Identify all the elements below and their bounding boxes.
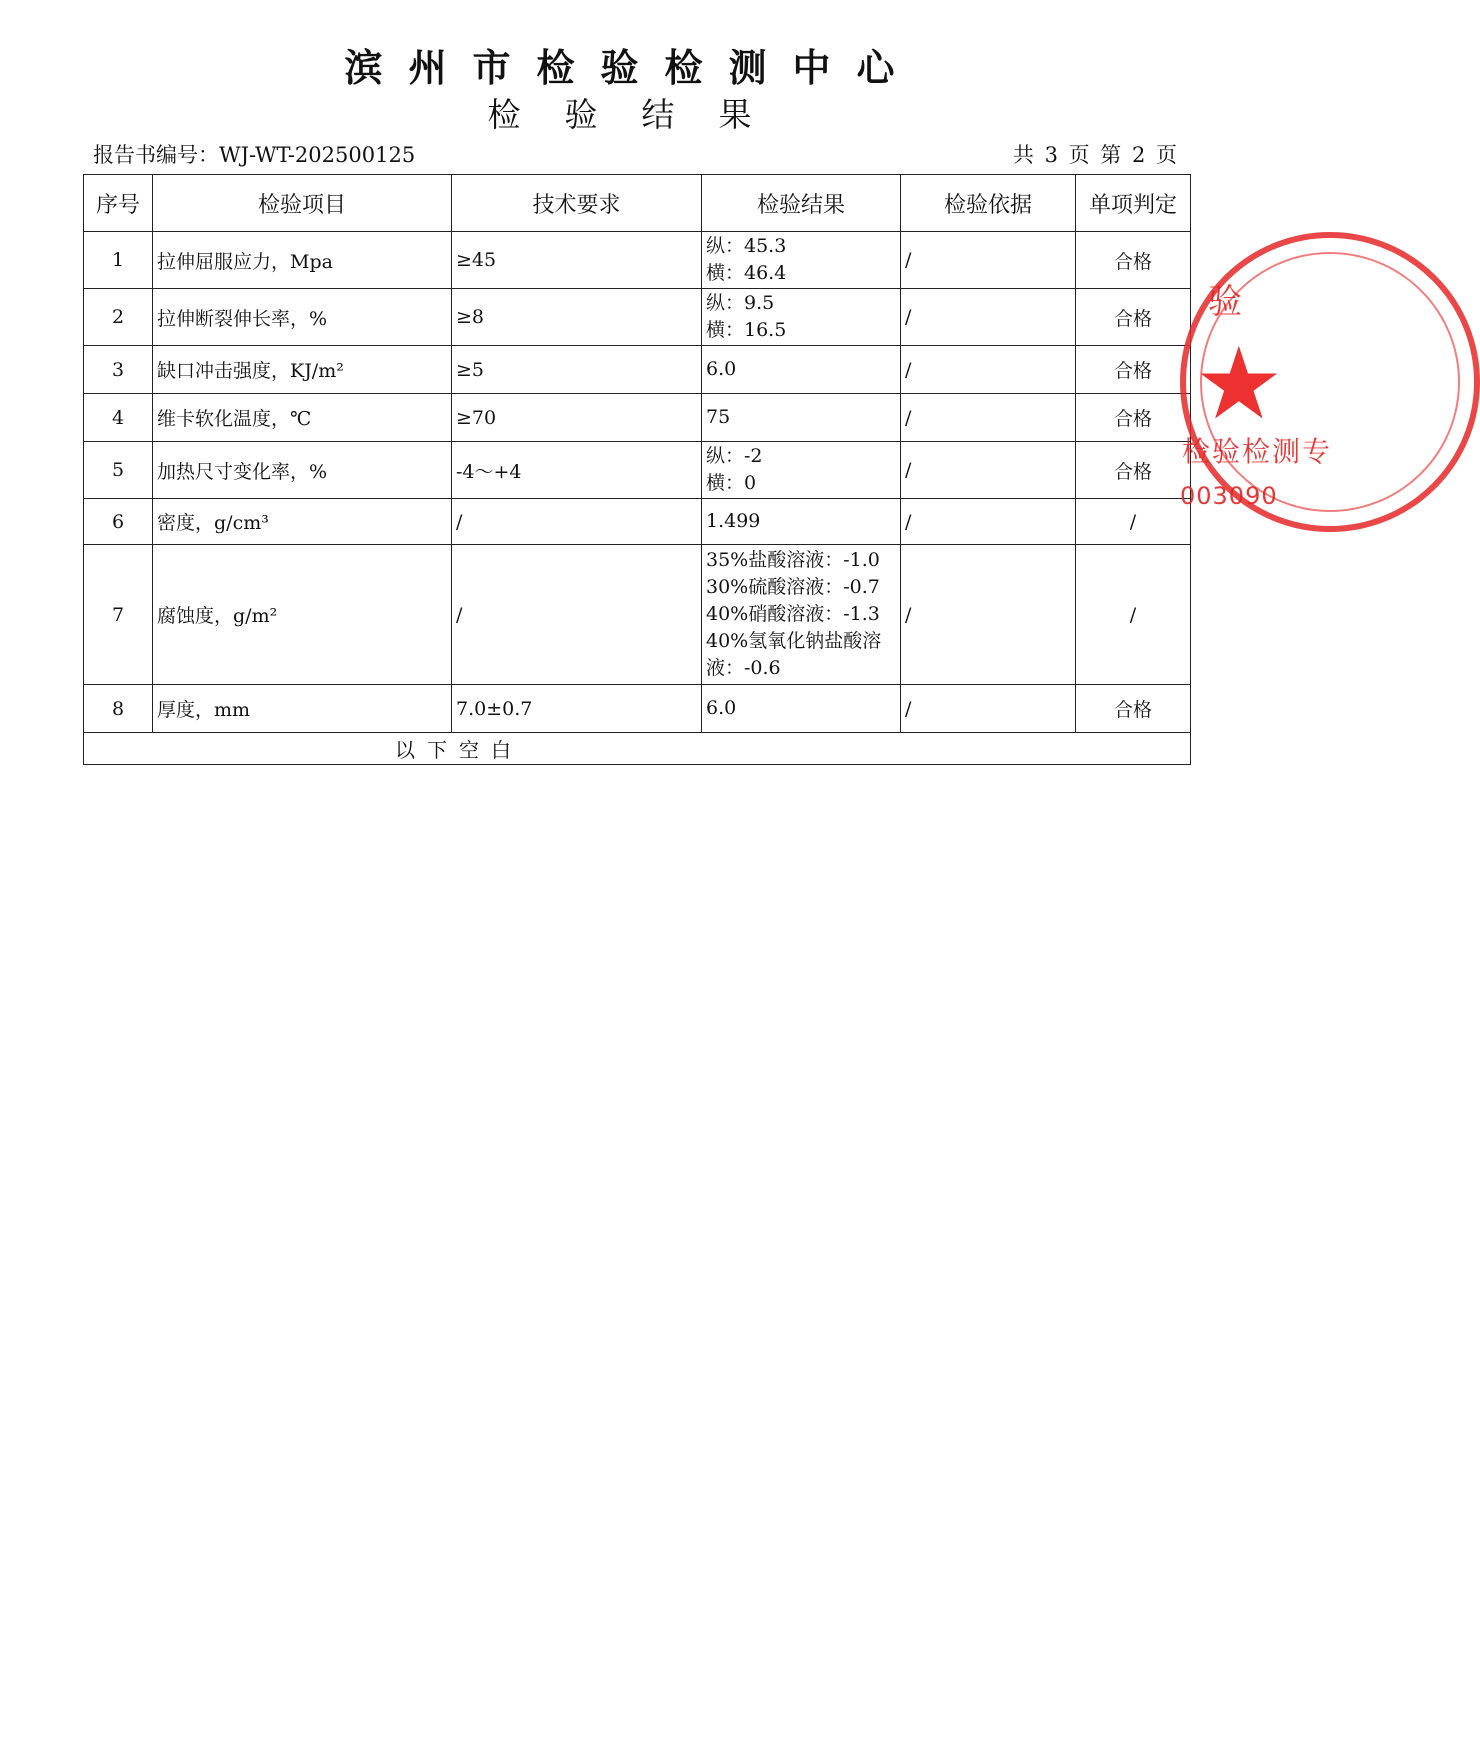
row-verdict: 合格 xyxy=(1076,289,1191,346)
row-result xyxy=(702,442,901,499)
results-body xyxy=(84,232,1191,733)
row-result xyxy=(702,289,901,346)
result-line: 纵：9.5 xyxy=(706,292,775,314)
result-line: 1.499 xyxy=(706,510,761,532)
result-line: 6.0 xyxy=(706,697,737,719)
result-line: 75 xyxy=(706,406,731,428)
row-basis: / xyxy=(901,232,1076,289)
row-verdict: 合格 xyxy=(1076,232,1191,289)
column-header-requirement: 技术要求 xyxy=(452,175,702,232)
blank-cell xyxy=(84,733,1191,765)
column-header-item: 检验项目 xyxy=(153,175,452,232)
row-index: 1 xyxy=(84,232,153,289)
table-header-row xyxy=(84,175,1191,232)
row-verdict: 合格 xyxy=(1076,442,1191,499)
row-requirement: / xyxy=(452,545,702,685)
result-line: 30%硫酸溶液：-0.7 xyxy=(706,576,880,598)
row-result xyxy=(702,545,901,685)
results-table xyxy=(83,174,1191,765)
row-basis: / xyxy=(901,499,1076,545)
row-verdict: / xyxy=(1076,545,1191,685)
column-header-basis: 检验依据 xyxy=(901,175,1076,232)
row-requirement: / xyxy=(452,499,702,545)
table-row xyxy=(84,545,1191,685)
row-basis: / xyxy=(901,685,1076,733)
row-basis: / xyxy=(901,442,1076,499)
seal-middle-text: 检验检测专 xyxy=(1182,435,1333,468)
row-basis: / xyxy=(901,289,1076,346)
star-icon: ★ xyxy=(1194,325,1284,442)
result-line: 40%硝酸溶液：-1.3 xyxy=(706,603,880,625)
row-result xyxy=(702,499,901,545)
row-index: 6 xyxy=(84,499,153,545)
result-line: 纵：-2 xyxy=(706,445,763,467)
row-index: 2 xyxy=(84,289,153,346)
table-row xyxy=(84,232,1191,289)
row-basis: / xyxy=(901,394,1076,442)
result-line: 横：16.5 xyxy=(706,319,787,341)
page-title: 滨州市检验检测中心 xyxy=(344,46,921,90)
row-item: 腐蚀度，g/m² xyxy=(153,545,452,685)
column-header-index: 序号 xyxy=(84,175,153,232)
row-requirement: ≥5 xyxy=(452,346,702,394)
row-requirement: ≥70 xyxy=(452,394,702,442)
row-verdict: 合格 xyxy=(1076,685,1191,733)
seal-top-text: 验 xyxy=(1208,282,1246,322)
row-basis: / xyxy=(901,346,1076,394)
column-header-verdict: 单项判定 xyxy=(1076,175,1191,232)
column-header-result: 检验结果 xyxy=(702,175,901,232)
row-result xyxy=(702,346,901,394)
blank-row xyxy=(84,733,1191,765)
blank-note: 以下空白 xyxy=(395,738,523,762)
result-line: 横：46.4 xyxy=(706,262,787,284)
result-line: 纵：45.3 xyxy=(706,235,787,257)
row-index: 4 xyxy=(84,394,153,442)
result-line: 6.0 xyxy=(706,358,737,380)
table-row xyxy=(84,394,1191,442)
row-basis: / xyxy=(901,545,1076,685)
row-item: 密度，g/cm³ xyxy=(153,499,452,545)
row-index: 5 xyxy=(84,442,153,499)
row-index: 8 xyxy=(84,685,153,733)
table-row xyxy=(84,685,1191,733)
row-result xyxy=(702,394,901,442)
table-row xyxy=(84,289,1191,346)
row-requirement: 7.0±0.7 xyxy=(452,685,702,733)
row-verdict: 合格 xyxy=(1076,394,1191,442)
table-row xyxy=(84,442,1191,499)
row-verdict: / xyxy=(1076,499,1191,545)
table-row xyxy=(84,499,1191,545)
row-requirement: ≥8 xyxy=(452,289,702,346)
page-info: 共 3 页 第 2 页 xyxy=(1012,143,1179,167)
table-row xyxy=(84,346,1191,394)
row-verdict: 合格 xyxy=(1076,346,1191,394)
row-item: 缺口冲击强度，KJ/m² xyxy=(153,346,452,394)
row-result xyxy=(702,232,901,289)
row-index: 3 xyxy=(84,346,153,394)
result-line: 横：0 xyxy=(706,472,757,494)
row-item: 维卡软化温度，℃ xyxy=(153,394,452,442)
seal-code-text: 003090 xyxy=(1180,482,1278,510)
row-item: 拉伸断裂伸长率，% xyxy=(153,289,452,346)
row-result xyxy=(702,685,901,733)
row-item: 厚度，mm xyxy=(153,685,452,733)
row-requirement: ≥45 xyxy=(452,232,702,289)
row-index: 7 xyxy=(84,545,153,685)
page-subtitle: 检验结果 xyxy=(487,95,796,134)
row-item: 拉伸屈服应力，Mpa xyxy=(153,232,452,289)
result-line: 液：-0.6 xyxy=(706,657,781,679)
official-seal xyxy=(1180,232,1480,532)
result-line: 35%盐酸溶液：-1.0 xyxy=(706,549,880,571)
row-requirement: -4～+4 xyxy=(452,442,702,499)
report-number: 报告书编号：WJ-WT-202500125 xyxy=(93,143,416,167)
row-item: 加热尺寸变化率，% xyxy=(153,442,452,499)
result-line: 40%氢氧化钠盐酸溶 xyxy=(706,630,882,652)
